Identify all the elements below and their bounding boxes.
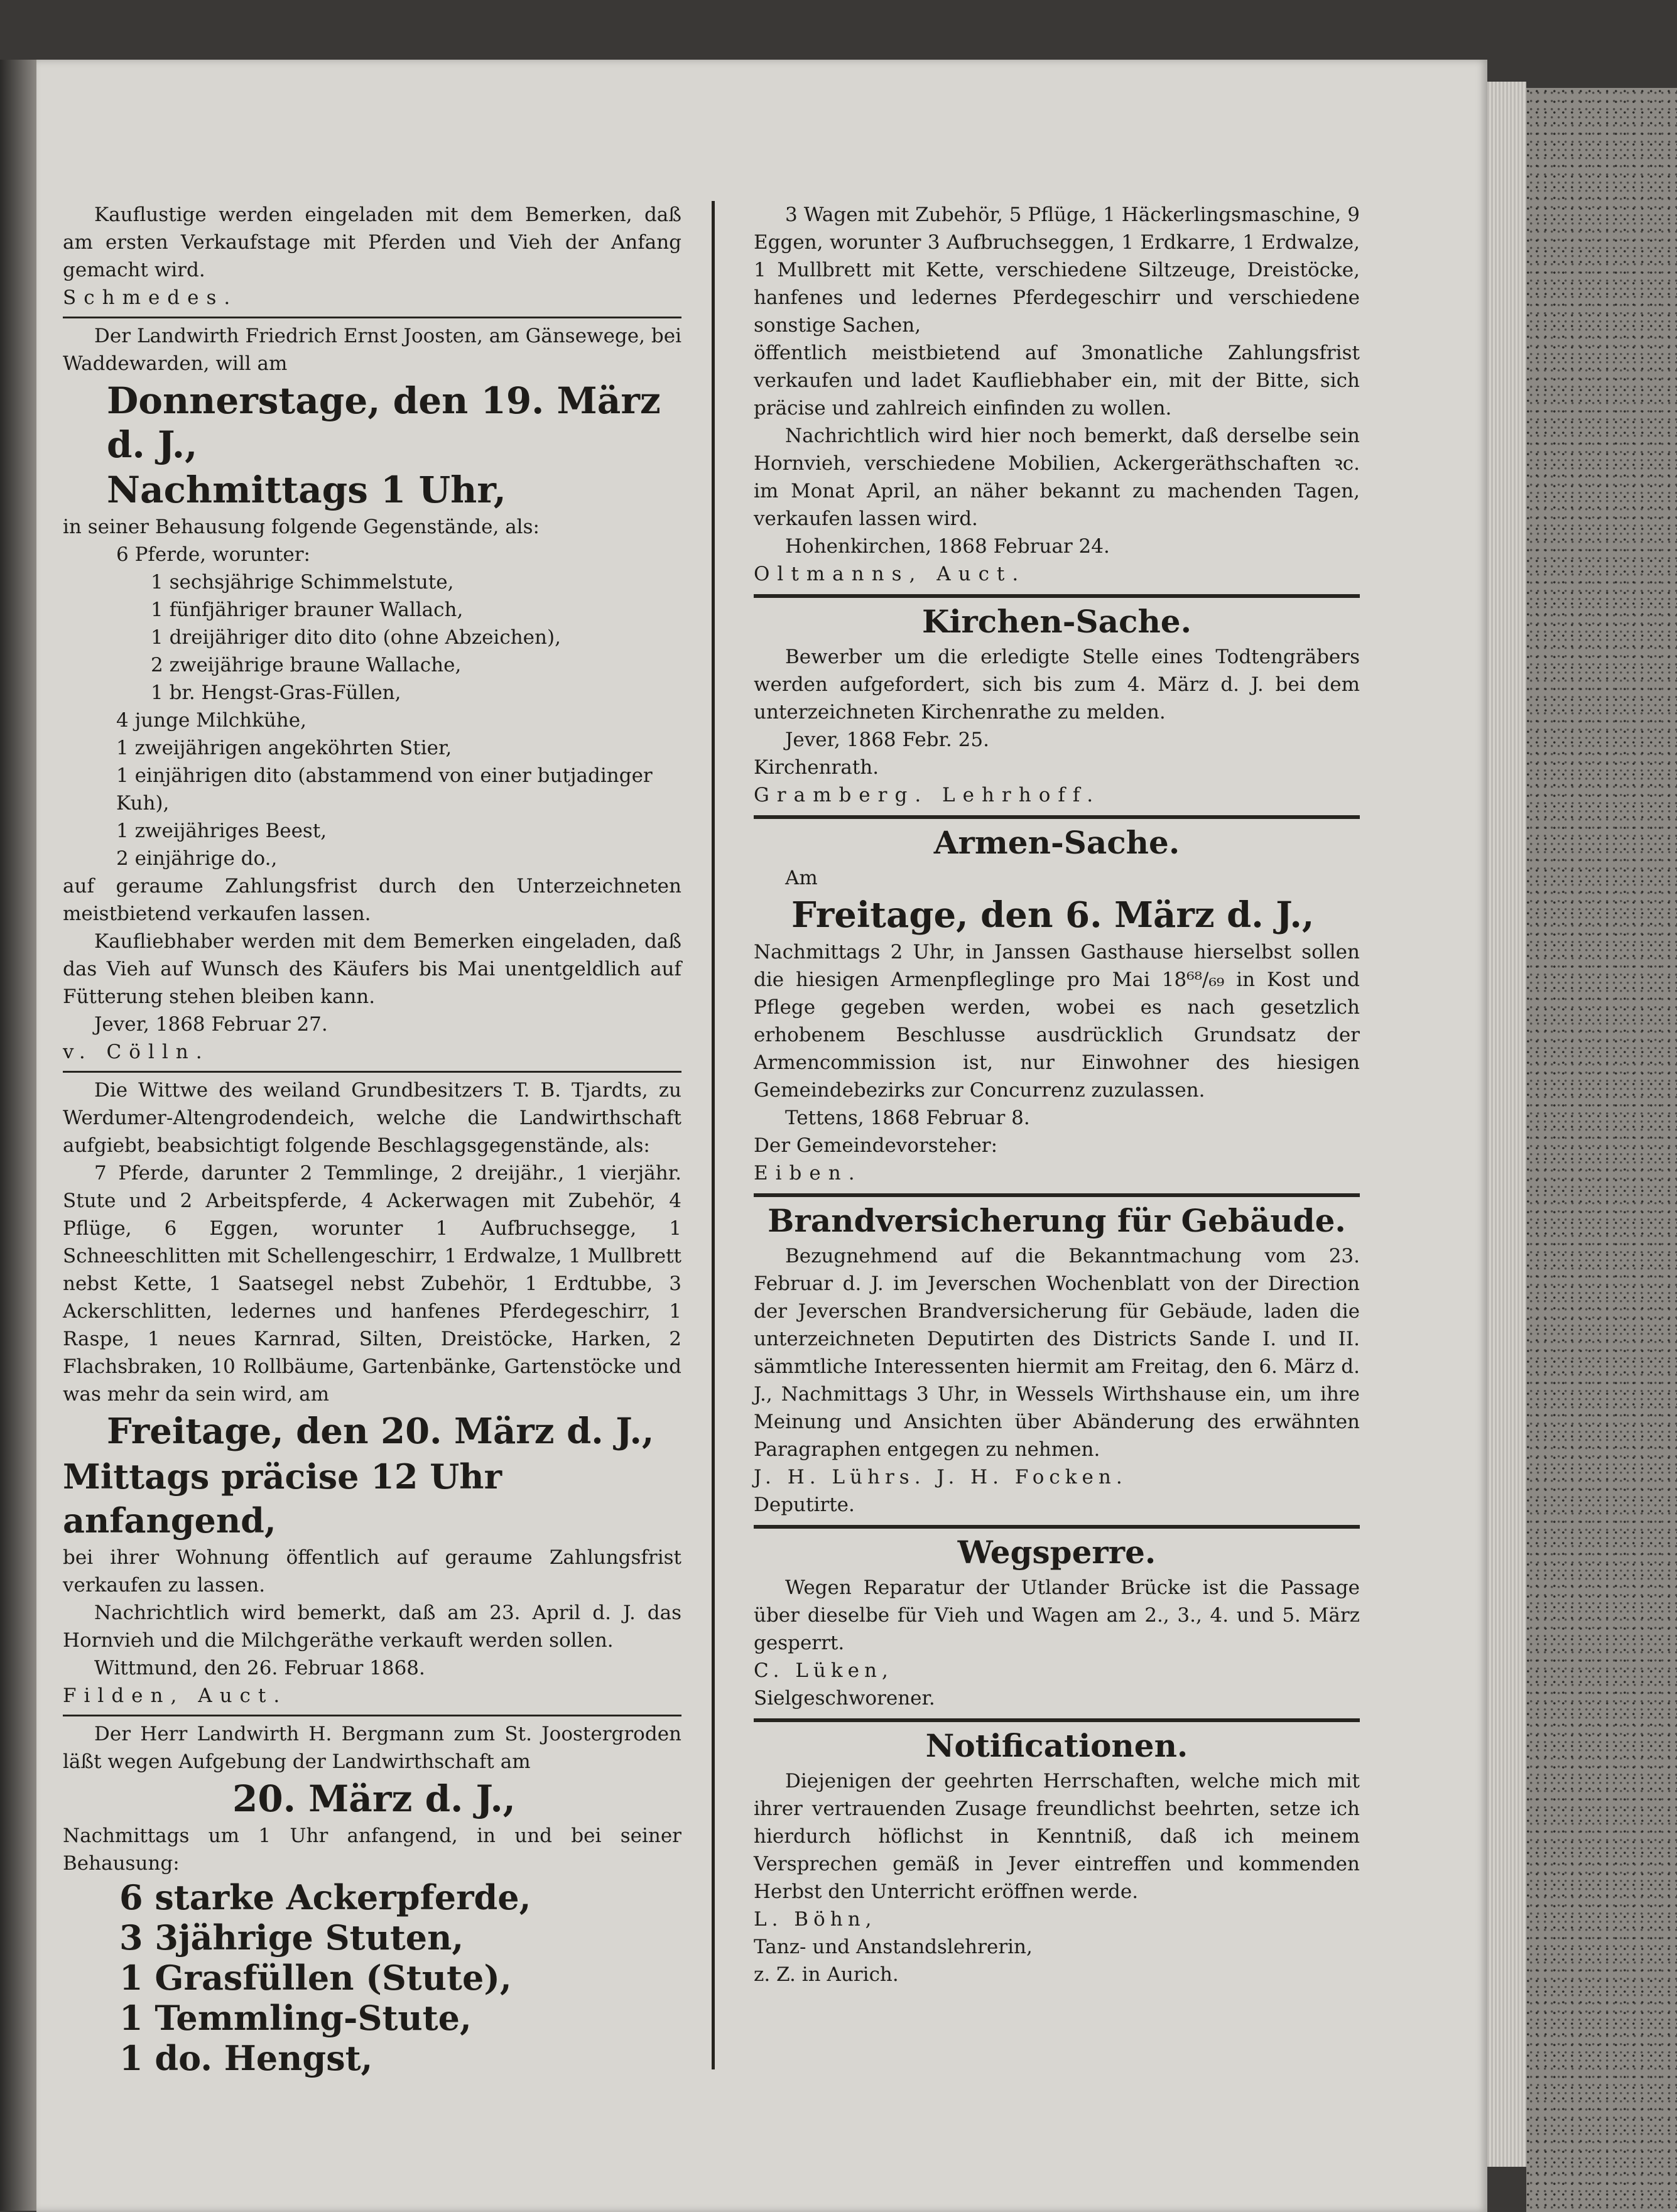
section-place-date: Tettens, 1868 Februar 8. <box>785 1107 1030 1129</box>
ad-signature: v. Cölln. <box>63 1041 210 1063</box>
ad-note: Nachrichtlich wird bemerkt, daß am 23. April d. J. das Hornvieh und die Milchgeräthe verkauft werden sollen. <box>63 1602 681 1652</box>
ad-continuation <box>754 201 1360 588</box>
list-item: 1 zweijähriges Beest, <box>116 820 327 842</box>
section-kirchen <box>754 602 1360 809</box>
section-signature: Gramberg. Lehrhoff. <box>754 784 1101 806</box>
section-date: Freitage, den 6. März d. J., <box>791 894 1315 936</box>
section-signature: Eiben. <box>754 1162 862 1185</box>
list-item: 3 3jährige Stuten, <box>119 1917 464 1958</box>
section-heading: Kirchen-Sache. <box>921 603 1192 640</box>
section-noti <box>754 1726 1360 1988</box>
list-item: 1 br. Hengst-Gras-Füllen, <box>151 681 401 704</box>
ad-note: Nachrichtlich wird hier noch bemerkt, daß derselbe sein Hornvieh, verschiedene Mobilien, Ackergeräthschaften ꝛc. im Monat April, an näher bekannt zu machenden Tagen, verkaufen lassen wird. <box>754 425 1360 530</box>
section-heading: Notificationen. <box>925 1727 1188 1764</box>
ad-subtitle: in seiner Behausung folgende Gegenstände, als: <box>63 516 540 538</box>
left-column <box>63 201 681 2078</box>
list-item: 1 Temmling-Stute, <box>119 1998 472 2038</box>
ad-closing: öffentlich meistbietend auf 3monatliche Zahlungsfrist verkaufen und ladet Kaufliebhaber ein, mit der Bitte, sich präcise und zahlreich einfinden zu wollen. <box>754 342 1360 420</box>
list-item: 2 einjährige do., <box>116 847 278 870</box>
list-item: 1 einjährigen dito (abstammend von einer butjadinger Kuh), <box>116 764 653 815</box>
section-text: Bewerber um die erledigte Stelle eines Todtengräbers werden aufgefordert, sich bis zum 4. März d. J. bei dem unterzeichneten Kirchenrathe zu melden. <box>754 646 1360 724</box>
section-body-name: Deputirte. <box>754 1494 855 1516</box>
list-item: 1 sechsjährige Schimmelstute, <box>151 571 454 594</box>
section-signature: J. H. Lührs. J. H. Focken. <box>754 1466 1127 1488</box>
section-text: Bezugnehmend auf die Bekanntmachung vom 23. Februar d. J. im Jeverschen Wochenblatt von der Direction der Jeverschen Brandversicherung für Gebäude, laden die unterzeichneten Deputirten des Districts Sande I. und II. sämmtliche Interessenten hiermit am Freitag, den 6. März d. J., Nachmittags 3 Uhr, in Wessels Wirthshause ein, um ihre Meinung und Ansichten über Abänderung des erwähnten Paragraphen entgegen zu nehmen. <box>754 1245 1360 1461</box>
divider <box>63 317 681 318</box>
list-item: 1 Grasfüllen (Stute), <box>119 1958 512 1998</box>
section-role: Tanz- und Anstandslehrerin, <box>754 1936 1033 1958</box>
section-body-name: Sielgeschworener. <box>754 1687 935 1710</box>
list-item: 2 zweijährige braune Wallache, <box>151 654 462 676</box>
section-armen <box>754 823 1360 1187</box>
section-heading: Armen-Sache. <box>933 824 1180 861</box>
section-text: Wegen Reparatur der Utlander Brücke ist die Passage über dieselbe für Vieh und Wagen am 2., 3., 4. und 5. März gesperrt. <box>754 1576 1360 1654</box>
ad-intro: Der Landwirth Friedrich Ernst Joosten, am Gänsewege, bei Waddewarden, will am <box>63 325 681 375</box>
divider <box>63 1715 681 1716</box>
page-binding-edge <box>0 60 36 2211</box>
ad-joosten <box>63 322 681 1066</box>
section-body-name: Der Gemeindevorsteher: <box>754 1134 998 1157</box>
ad-note: Kaufliebhaber werden mit dem Bemerken eingeladen, daß das Vieh auf Wunsch des Käufers bis Mai unentgeldlich auf Fütterung stehen bleiben kann. <box>63 930 681 1008</box>
section-heading: Brandversicherung für Gebäude. <box>768 1202 1346 1239</box>
page-stack-edges <box>1487 82 1526 2167</box>
ad-intro: Der Herr Landwirth H. Bergmann zum St. Joostergroden läßt wegen Aufgebung der Landwirthschaft am <box>63 1723 681 1773</box>
intro-signature: Schmedes. <box>63 286 238 309</box>
list-item: 1 dreijähriger dito dito (ohne Abzeichen), <box>151 626 561 649</box>
ad-time: Nachmittags 1 Uhr, <box>107 469 506 511</box>
ad-place-date: Jever, 1868 Februar 27. <box>94 1013 328 1036</box>
ad-place-date: Wittmund, den 26. Februar 1868. <box>94 1657 425 1679</box>
list-item: 4 junge Milchkühe, <box>116 709 307 732</box>
divider <box>63 1071 681 1073</box>
section-signature: C. Lüken, <box>754 1659 893 1682</box>
list-item: 6 Pferde, worunter: <box>116 543 310 566</box>
divider <box>754 1525 1360 1529</box>
ad-date: 20. März d. J., <box>232 1777 516 1820</box>
section-brand <box>754 1201 1360 1519</box>
ad-intro: Die Wittwe des weiland Grundbesitzers T. B. Tjardts, zu Werdumer-Altengrodendeich, welche die Landwirthschaft aufgiebt, beabsichtigt folgende Beschlagsgegenstände, als: <box>63 1079 681 1157</box>
list-item: 1 fünfjähriger brauner Wallach, <box>151 599 464 621</box>
section-signature: L. Böhn, <box>754 1908 877 1931</box>
ad-closing: auf geraume Zahlungsfrist durch den Unterzeichneten meistbietend verkaufen lassen. <box>63 875 681 925</box>
ad-signature: Filden, Auct. <box>63 1684 288 1707</box>
section-weg <box>754 1532 1360 1712</box>
list-item: 1 zweijährigen angeköhrten Stier, <box>116 737 452 759</box>
ad-tjardts <box>63 1076 681 1710</box>
ad-closing: bei ihrer Wohnung öffentlich auf geraume Zahlungsfrist verkaufen zu lassen. <box>63 1546 681 1597</box>
list-item: 6 starke Ackerpferde, <box>119 1877 531 1917</box>
divider <box>754 815 1360 819</box>
ad-body: 7 Pferde, darunter 2 Temmlinge, 2 dreijähr., 1 vierjähr. Stute und 2 Arbeitspferde, 4 Ackerwagen mit Zubehör, 4 Pflüge, 6 Eggen, worunter 1 Aufbruchsegge, 1 Schneeschlitten mit Schellengeschirr, 1 Erdwalze, 1 Mullbrett nebst Kette, 1 Saatsegel nebst Zubehör, 1 Erdtubbe, 3 Ackerschlitten, ledernes und hanfenes Pferdegeschirr, 1 Raspe, 1 neues Karnrad, Silten, Dreistöcke, Harken, 2 Flachsbraken, 10 Rollbäume, Gartenbänke, Gartenstöcke und was mehr da sein wird, am <box>63 1162 681 1406</box>
ad-date: Donnerstage, den 19. März d. J., <box>107 379 661 466</box>
column-divider <box>712 201 715 2069</box>
section-am: Am <box>785 867 818 889</box>
ad-time: Nachmittags um 1 Uhr anfangend, in und bei seiner Behausung: <box>63 1824 681 1875</box>
book-cover-edge <box>1526 88 1677 2212</box>
ad-time: Mittags präcise 12 Uhr anfangend, <box>63 1456 502 1541</box>
ad-place-date: Hohenkirchen, 1868 Februar 24. <box>785 535 1110 558</box>
ad-items-list <box>63 541 681 872</box>
right-column <box>754 201 1360 1988</box>
divider <box>754 1193 1360 1197</box>
section-body-name: Kirchenrath. <box>754 756 879 779</box>
ad-items-list <box>63 1877 681 2078</box>
divider <box>754 1718 1360 1722</box>
ad-signature: Oltmanns, Auct. <box>754 563 1026 585</box>
ad-date: Freitage, den 20. März d. J., <box>107 1411 654 1452</box>
ad-body: 3 Wagen mit Zubehör, 5 Pflüge, 1 Häckerlingsmaschine, 9 Eggen, worunter 3 Aufbruchseggen, 1 Erdkarre, 1 Erdwalze, 1 Mullbrett mit Kette, verschiedene Siltzeuge, Dreistöcke, hanfenes und ledernes Pferdegeschirr und verschiedene sonstige Sachen, <box>754 203 1360 337</box>
list-item: 1 do. Hengst, <box>119 2038 373 2078</box>
intro-text: Kauflustige werden eingeladen mit dem Bemerken, daß am ersten Verkaufstage mit Pferden und Vieh der Anfang gemacht wird. <box>63 203 681 281</box>
section-location: z. Z. in Aurich. <box>754 1963 899 1986</box>
section-text: Diejenigen der geehrten Herrschaften, welche mich mit ihrer vertrauenden Zusage freundlichst beehrten, setze ich hierdurch höflichst in Kenntniß, daß ich meinem Versprechen gemäß in Jever eintreffen und kommenden Herbst den Unterricht eröffnen werde. <box>754 1770 1360 1903</box>
divider <box>754 594 1360 598</box>
section-text: Nachmittags 2 Uhr, in Janssen Gasthause hierselbst sollen die hiesigen Armenpfleglinge pro Mai 18⁶⁸/₆₉ in Kost und Pflege gegeben werden, wobei es nach gesetzlich erhobenem Beschlusse ausdrücklich Grundsatz der Armencommission ist, nur Einwohner des hiesigen Gemeindebezirks zur Concurrenz zuzulassen. <box>754 941 1360 1102</box>
section-place-date: Jever, 1868 Febr. 25. <box>785 729 989 751</box>
section-heading: Wegsperre. <box>957 1534 1156 1571</box>
ad-bergmann <box>63 1720 681 2078</box>
